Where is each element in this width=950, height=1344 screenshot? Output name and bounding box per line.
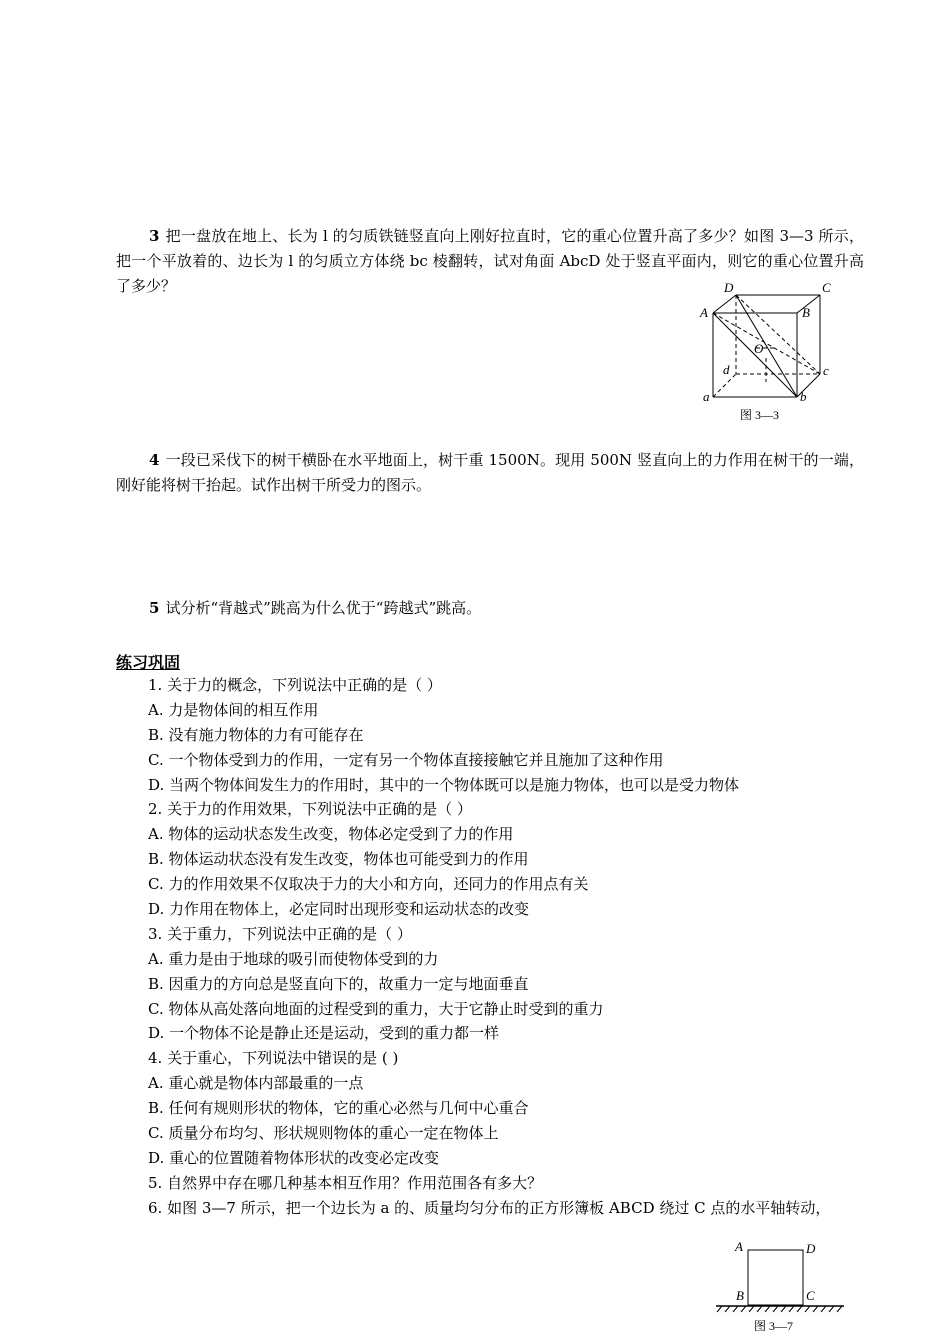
list-item: D. 重心的位置随着物体形状的改变必定改变 bbox=[148, 1148, 440, 1167]
section-title: 练习巩固 bbox=[116, 653, 181, 672]
label-d: d bbox=[723, 362, 730, 377]
practice-list bbox=[148, 673, 864, 1221]
list-item: C. 力的作用效果不仅取决于力的大小和方向，还同力的作用点有关 bbox=[148, 875, 589, 894]
list-item: D. 力作用在物体上，必定同时出现形变和运动状态的改变 bbox=[148, 900, 530, 919]
list-item: D. 一个物体不论是静止还是运动，受到的重力都一样 bbox=[148, 1024, 500, 1043]
label-O: O bbox=[754, 341, 764, 356]
question-text: 一段已采伐下的树干横卧在水平地面上，树干重 1500N。现用 500N 竖直向上的力作用在树干的一端，刚好能将树干抬起。试作出树干所受力的图示。 bbox=[116, 451, 864, 494]
list-item: 6. 如图 3—7 所示，把一个边长为 a 的、质量均匀分布的正方形簿板 ABCD 绕过 C 点的水平轴转动， bbox=[148, 1198, 831, 1217]
list-item: A. 重心就是物体内部最重的一点 bbox=[148, 1074, 364, 1093]
list-item: B. 因重力的方向总是竖直向下的，故重力一定与地面垂直 bbox=[148, 974, 529, 993]
label-D: D bbox=[724, 280, 734, 295]
figure-caption: 图 3—7 bbox=[754, 1319, 794, 1333]
list-item: B. 任何有规则形状的物体，它的重心必然与几何中心重合 bbox=[148, 1099, 529, 1118]
question-text: 试分析“背越式”跳高为什么优于“跨越式”跳高。 bbox=[165, 599, 482, 617]
label-A: A bbox=[735, 1239, 743, 1254]
question-text: 把一盘放在地上、长为 l 的匀质铁链竖直向上刚好拉直时，它的重心位置升高了多少？如图 3—3 所示，把一个平放着的、边长为 l 的匀质立方体绕 bc 棱翻转，试对角面 AbcD 处于竖直平面内，则它的重心位置升高了多少？ bbox=[116, 227, 864, 295]
list-item: D. 当两个物体间发生力的作用时，其中的一个物体既可以是施力物体，也可以是受力物体 bbox=[148, 775, 740, 794]
list-item: A. 力是物体间的相互作用 bbox=[148, 700, 319, 719]
list-item: A. 物体的运动状态发生改变，物体必定受到了力的作用 bbox=[148, 825, 514, 844]
label-A: A bbox=[700, 305, 708, 320]
question-number: 4 bbox=[149, 451, 160, 469]
list-item: C. 一个物体受到力的作用，一定有另一个物体直接接触它并且施加了这种作用 bbox=[148, 750, 664, 769]
question-5 bbox=[116, 596, 864, 621]
list-item: 5. 自然界中存在哪几种基本相互作用？作用范围各有多大？ bbox=[148, 1173, 543, 1192]
list-item: 2. 关于力的作用效果，下列说法中正确的是（ ） bbox=[148, 800, 472, 819]
list-item: 1. 关于力的概念，下列说法中正确的是（ ） bbox=[148, 676, 442, 694]
list-item: B. 物体运动状态没有发生改变，物体也可能受到力的作用 bbox=[148, 850, 529, 869]
question-4 bbox=[116, 448, 864, 498]
figure-3-7 bbox=[712, 1236, 848, 1340]
list-item: 3. 关于重力，下列说法中正确的是（ ） bbox=[148, 924, 412, 943]
label-B: B bbox=[802, 305, 810, 320]
label-b: b bbox=[800, 389, 807, 404]
label-a: a bbox=[703, 389, 710, 404]
label-C: C bbox=[822, 280, 831, 295]
question-number: 5 bbox=[149, 599, 160, 617]
label-c: c bbox=[823, 363, 829, 378]
list-item: 4. 关于重心，下列说法中错误的是 ( ) bbox=[148, 1049, 399, 1068]
question-number: 3 bbox=[149, 227, 160, 245]
list-item: C. 物体从高处落向地面的过程受到的重力，大于它静止时受到的重力 bbox=[148, 999, 604, 1018]
list-item: B. 没有施力物体的力有可能存在 bbox=[148, 725, 364, 744]
label-B: B bbox=[736, 1288, 744, 1303]
label-D: D bbox=[806, 1241, 816, 1256]
figure-caption: 图 3—3 bbox=[740, 408, 780, 422]
list-item: C. 质量分布均匀、形状规则物体的重心一定在物体上 bbox=[148, 1124, 499, 1143]
label-C: C bbox=[806, 1288, 815, 1303]
figure-3-3 bbox=[696, 278, 846, 426]
list-item: A. 重力是由于地球的吸引而使物体受到的力 bbox=[148, 949, 439, 968]
